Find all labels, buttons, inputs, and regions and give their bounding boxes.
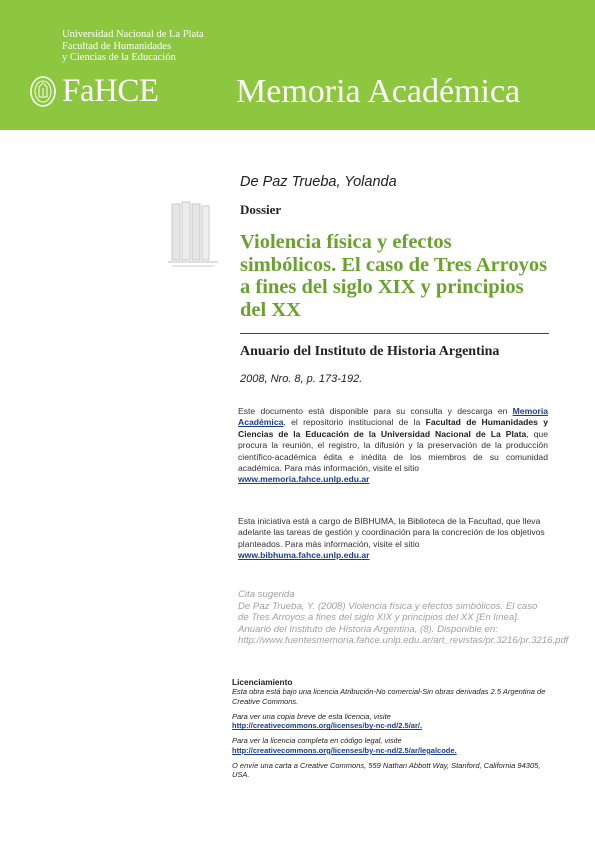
header-banner (0, 0, 595, 130)
title-divider (240, 333, 549, 334)
availability-text-3: , que procura la reunión, el registro, la difusión y la preservación de la producción científico-académica édita e inédita de los miembros de su comunidad académica. Para más información, visite el sitio (238, 428, 548, 474)
bibhuma-paragraph (238, 516, 548, 562)
availability-paragraph (238, 406, 548, 486)
bibhuma-text: Esta iniciativa está a cargo de BIBHUMA, la Biblioteca de la Facultad, que lleva adelante las tareas de gestión y coordinación para la concreción de los objetivos planteados. Para más información, visite el sitio (238, 516, 545, 549)
license-block (232, 678, 550, 780)
citation-info: 2008, Nro. 8, p. 173-192. (240, 373, 363, 385)
bibhuma-url-link[interactable]: www.bibhuma.fahce.unlp.edu.ar (238, 550, 370, 561)
memoria-url-link[interactable]: www.memoria.fahce.unlp.edu.ar (238, 474, 370, 485)
institution-block (62, 29, 204, 64)
faculty-name: Facultad de Humanidades y Ciencias de la Educación de la Universidad Nacional de La Plata (238, 417, 548, 439)
memoria-academica-link[interactable]: Memoria Académica (238, 406, 548, 428)
author: De Paz Trueba, Yolanda (240, 174, 397, 190)
institution-line-2: Facultad de Humanidades (62, 40, 172, 52)
license-heading: Licenciamiento (232, 677, 293, 687)
journal-name: Anuario del Instituto de Historia Argentina (240, 344, 500, 359)
document-title: Violencia física y efectos simbólicos. El caso de Tres Arroyos a fines del siglo XIX y principios del XX (240, 231, 548, 321)
license-text: Esta obra está bajo una licencia Atribución-No comercial-Sin obras derivadas 2.5 Argentina de Creative Commons. (232, 687, 546, 706)
repository-name: Memoria Académica (236, 73, 521, 110)
section-label: Dossier (240, 202, 282, 217)
institution-line-3: y Ciencias de la Educación (62, 52, 176, 63)
fahce-logo: FaHCE (62, 73, 159, 109)
bibhuma-books-icon (166, 200, 220, 270)
license-mail-text: O envíe una carta a Creative Commons, 559 Nathan Abbott Way, Stanford, California 94305, USA. (232, 761, 541, 780)
institution-line-1: Universidad Nacional de La Plata (62, 29, 204, 40)
license-short-text: Para ver una copia breve de esta licencia, visite (232, 711, 391, 721)
license-full-link[interactable]: http://creativecommons.org/licenses/by-nc-nd/2.5/ar/legalcode. (232, 745, 457, 755)
license-full-text: Para ver la licencia completa en código legal, visite (232, 736, 402, 746)
university-seal-icon (29, 75, 57, 108)
suggested-citation (238, 589, 569, 647)
cita-heading: Cita sugerida (238, 589, 295, 600)
availability-text-2: , el repositorio institucional de la (283, 417, 421, 428)
cita-text: De Paz Trueba, Y. (2008) Violencia física y efectos simbólicos. El caso de Tres Arroyos a fines del siglo XIX y principios del XX [En línea]. Anuario del Instituto de Historia Argentina, (8). Disponible en: http://www.fuentesmemoria.fahce.unlp.edu.ar/art_revistas/pr.3216/pr.3216.pdf (238, 600, 569, 647)
license-short-link[interactable]: http://creativecommons.org/licenses/by-nc-nd/2.5/ar/. (232, 721, 423, 731)
availability-text-1: Este documento está disponible para su consulta y descarga en (238, 406, 508, 416)
